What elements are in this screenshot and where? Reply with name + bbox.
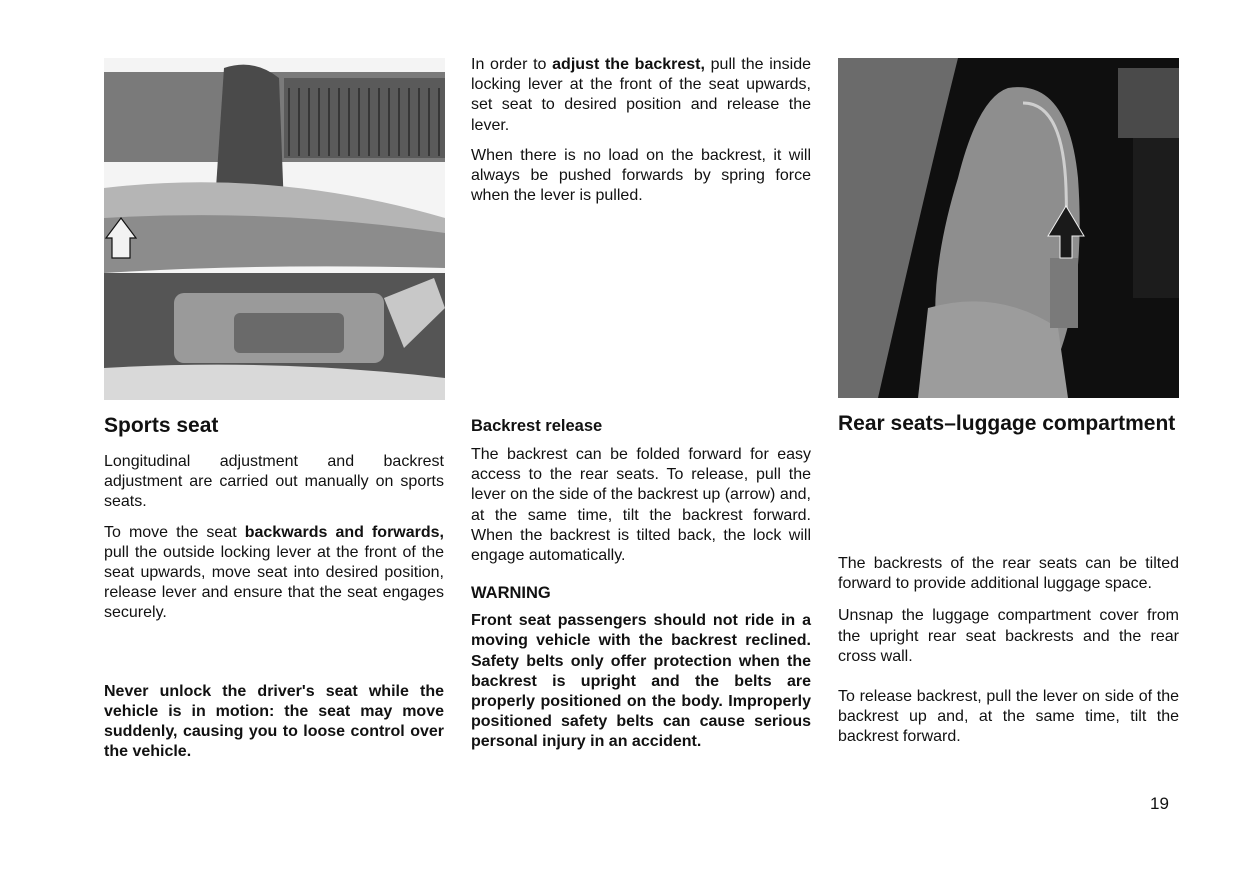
- sports-seat-intro: Longitudinal adjustment and backrest adjustment are carried out manually on sports seats.: [104, 453, 444, 511]
- rear-seats-heading: Rear seats–luggage compartment: [838, 412, 1176, 435]
- page-number: 19: [1150, 794, 1169, 813]
- backrest-release-heading: Backrest release: [471, 417, 603, 435]
- front-seat-warning: Front seat passengers should not ride in a moving vehicle with the backrest reclined. Safety belts only offer protection when the backrest is upright and the belts are properly positioned on the body. Improperly positioned safety belts can cause serious personal injury in an accident.: [471, 612, 811, 751]
- middle-column-bottom: [471, 417, 811, 763]
- sports-seat-heading: Sports seat: [104, 414, 219, 437]
- warning-heading: WARNING: [471, 584, 551, 603]
- rear-seat-photo: [838, 58, 1179, 398]
- release-backrest-paragraph: To release backrest, pull the lever on side of the backrest up and, at the same time, tilt the backrest forward.: [838, 688, 1179, 746]
- backrest-release-paragraph: The backrest can be folded forward for easy access to the rear seats. To release, pull the lever on the side of the backrest up (arrow) and, at the same time, tilt the backrest forward. When the backrest is tilted back, the lock will engage automatically.: [471, 446, 811, 565]
- driver-seat-warning: Never unlock the driver's seat while the vehicle is in motion: the seat may move suddenly, causing you to loose control over the vehicle.: [104, 682, 444, 761]
- middle-column-top: [471, 55, 811, 216]
- adjust-backrest-paragraph: In order to adjust the backrest, pull the inside locking lever at the front of the seat upwards, set seat to desired position and release the lever.: [471, 56, 812, 134]
- left-column: [104, 414, 444, 772]
- rear-seats-tilt-paragraph: The backrests of the rear seats can be tilted forward to provide additional luggage space.: [838, 555, 1179, 593]
- spring-force-paragraph: When there is no load on the backrest, it will always be pushed forwards by spring force when the lever is pulled.: [471, 146, 811, 205]
- right-column: [838, 412, 1179, 758]
- sports-seat-photo: [104, 58, 445, 400]
- luggage-cover-paragraph: Unsnap the luggage compartment cover from the upright rear seat backrests and the rear cross wall.: [838, 607, 1179, 665]
- sports-seat-move-paragraph: To move the seat backwards and forwards, pull the outside locking lever at the front of the seat upwards, move seat into desired position, release lever and ensure that the seat engages securely.: [104, 523, 444, 622]
